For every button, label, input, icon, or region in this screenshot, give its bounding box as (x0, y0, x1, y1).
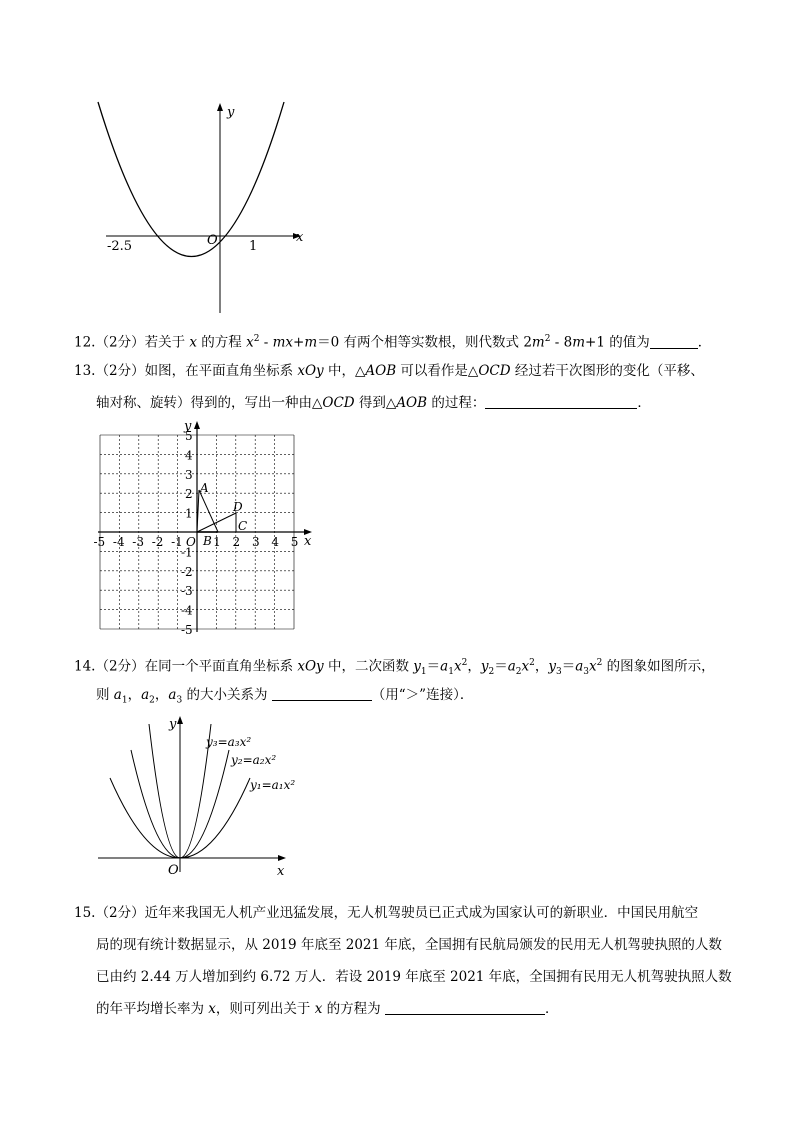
question-14-line-1 (74, 654, 715, 681)
q14-eq: ＝ (426, 658, 441, 675)
y-tick-label: 3 (185, 467, 193, 482)
q12-text: 的方程 (197, 334, 247, 351)
q12-eq-sup: 2 (253, 334, 260, 344)
parabola-figure (96, 98, 311, 316)
answer-blank[interactable] (485, 395, 637, 409)
question-15-line-2 (96, 936, 722, 954)
q14-text: 在同一个平面直角坐标系 (144, 658, 298, 675)
q14-coef: a (168, 687, 177, 703)
q14-coef: a (440, 658, 449, 675)
q15-text: 局的现有统计数据显示，从 2019 年底至 2021 年底，全国拥有民航局颁发的民用无人机驾驶执照的人数 (96, 937, 722, 953)
x-tick-label: -3 (132, 535, 145, 549)
q13-text: 中，△ (323, 363, 366, 379)
q12-eq: - (259, 334, 273, 351)
q15-var: x (208, 1001, 216, 1017)
y-tick-label: -3 (181, 584, 193, 599)
q14-sub: 1 (420, 667, 427, 678)
q14-text: （用“＞”连接）． (371, 687, 474, 703)
question-number: 14. (74, 658, 96, 675)
q14-coef: a (113, 687, 122, 703)
q14-eq: ＝ (494, 658, 508, 675)
x-tick-label: 1 (213, 535, 221, 549)
y-tick-label: 1 (185, 506, 193, 521)
x-tick-label: -1 (171, 535, 183, 549)
q14-coef: a (575, 658, 584, 675)
q12-eq-x: x (246, 334, 254, 351)
y-axis-label: y (227, 105, 235, 120)
parabolas-figure (94, 712, 309, 882)
point-a-label: A (200, 481, 209, 495)
q15-var: x (314, 1001, 323, 1017)
q14-var: x (521, 658, 530, 675)
parabola-curve (98, 102, 284, 257)
q14-sub: 3 (555, 667, 562, 678)
q14-sub: 2 (149, 695, 155, 706)
q14-text: 的大小关系为 (182, 687, 272, 703)
q13-text: 得到△ (354, 395, 397, 411)
q15-end: ． (544, 1001, 559, 1017)
curve-y3-label: y₃=a₃x² (206, 735, 252, 749)
curve-y2-label: y₂=a₂x² (231, 753, 277, 767)
x-axis-label: x (304, 534, 312, 549)
curve-y1-label: y₁=a₁x² (250, 778, 296, 792)
q14-comma: ， (534, 658, 549, 675)
origin-label: O (168, 863, 179, 878)
question-15-line-1 (74, 904, 698, 922)
q15-text: 的方程为 (322, 1001, 385, 1017)
y-tick-label: -1 (181, 545, 193, 560)
y-tick-label: -5 (181, 623, 193, 637)
x-tick-label: 2 (232, 535, 241, 549)
q14-sub: 3 (176, 695, 183, 706)
question-score: （2分） (95, 334, 145, 351)
y-tick-label: 2 (185, 487, 193, 502)
q12-end: ． (697, 334, 712, 351)
origin-label: O (186, 535, 196, 549)
y-axis-label: y (169, 717, 177, 732)
q13-text: 如图，在平面直角坐标系 (144, 363, 298, 379)
q14-coord: xOy (297, 658, 324, 675)
q12-expr: +1 的值为 (585, 334, 650, 351)
q13-aob: AOB (365, 363, 397, 379)
answer-blank[interactable] (385, 1001, 545, 1015)
q14-func-3: y (548, 658, 556, 675)
question-15-line-4 (96, 1000, 558, 1018)
q13-end: ． (637, 395, 651, 411)
q12-eq: ＝0 有两个相等实数根，则代数式 2 (317, 334, 532, 351)
q14-sup: 2 (461, 658, 468, 668)
q14-coef: a (141, 687, 150, 703)
q15-text: 的年平均增长率为 (96, 1001, 209, 1017)
tick-label-pos: 1 (249, 239, 258, 254)
y-tick-label: 4 (185, 448, 193, 463)
q14-text: 则 (96, 687, 114, 703)
q14-comma: ， (467, 658, 481, 675)
question-score: （2分） (95, 363, 145, 379)
x-tick-label: -5 (93, 535, 106, 549)
y-axis-arrow (194, 421, 200, 429)
answer-blank[interactable] (272, 687, 372, 701)
q15-text: 已由约 2.44 万人增加到约 6.72 万人．若设 2019 年底至 2021 年底，全国拥有民用无人机驾驶执照人数 (96, 969, 732, 985)
q12-expr-m: m (572, 334, 586, 351)
q12-expr-m: m (531, 334, 545, 351)
y-tick-label: 5 (185, 429, 193, 443)
q12-text: 若关于 (144, 334, 190, 351)
q13-text: 可以看作是△ (396, 363, 479, 379)
q14-sup: 2 (596, 658, 603, 668)
point-b-label: B (203, 534, 212, 548)
origin-label: O (207, 233, 218, 248)
q14-text: 中，二次函数 (323, 658, 414, 675)
q14-sub: 1 (121, 695, 128, 706)
question-15-line-3 (96, 968, 732, 986)
q14-func-2: y (480, 658, 489, 675)
point-d-label: D (233, 500, 243, 514)
question-number: 15. (74, 905, 96, 921)
x-axis-arrow (278, 855, 286, 861)
q14-coef: a (507, 658, 516, 675)
q12-eq-m: m (304, 334, 318, 351)
q14-sup: 2 (529, 658, 535, 668)
q12-expr: - 8 (550, 334, 573, 351)
q14-sub: 3 (583, 667, 590, 678)
x-tick-label: 5 (290, 535, 299, 549)
x-tick-label: -2 (151, 535, 164, 549)
y-axis-arrow (177, 716, 183, 724)
y-tick-label: -4 (181, 603, 193, 618)
x-tick-label: 3 (251, 535, 260, 549)
segment-ab (199, 490, 218, 532)
answer-blank[interactable] (650, 335, 698, 349)
q13-text: 经过若干次图形的变化（平移、 (510, 363, 704, 379)
q14-sub: 2 (515, 667, 522, 678)
q12-expr-sup: 2 (544, 334, 551, 344)
q14-sub: 1 (448, 667, 454, 678)
q14-var: x (589, 658, 597, 675)
q14-comma: ， (154, 687, 169, 703)
q12-eq: + (293, 334, 305, 351)
q13-aob: AOB (396, 395, 428, 411)
question-number: 13. (74, 363, 96, 379)
x-axis-label: x (277, 864, 285, 879)
question-number: 12. (74, 334, 96, 351)
y-axis-arrow (217, 103, 223, 111)
q13-ocd: OCD (322, 395, 355, 411)
x-axis-label: x (296, 230, 304, 245)
q14-func-1: y (413, 658, 421, 675)
point-c-label: C (238, 519, 248, 533)
x-tick-label: 4 (271, 535, 279, 549)
y-axis-label: y (184, 419, 192, 434)
q15-text: ，则可列出关于 (215, 1001, 315, 1017)
question-score: （2分） (95, 905, 145, 921)
question-14-line-2 (96, 686, 473, 710)
q13-text: 轴对称、旋转）得到的，写出一种由△ (96, 395, 323, 411)
q14-comma: ， (127, 687, 142, 703)
tick-label-neg: -2.5 (107, 239, 133, 254)
q14-text: 的图象如图所示， (602, 658, 715, 675)
q12-eq-mx: mx (272, 334, 294, 351)
x-tick-label: -4 (112, 535, 125, 549)
q14-var: x (453, 658, 462, 675)
question-13-line-2 (96, 394, 651, 412)
question-12 (74, 330, 711, 352)
q15-text: 近年来我国无人机产业迅猛发展，无人机驾驶员已正式成为国家认可的新职业．中国民用航空 (144, 905, 699, 921)
y-tick-label: -2 (181, 564, 193, 579)
coordinate-grid-figure (90, 418, 322, 638)
q14-sub: 2 (488, 667, 495, 678)
question-score: （2分） (95, 658, 145, 675)
q12-var: x (189, 334, 197, 351)
q13-coord: xOy (297, 363, 324, 379)
question-13-line-1 (74, 362, 704, 380)
q13-ocd: OCD (478, 363, 511, 379)
q13-text: 的过程： (427, 395, 486, 411)
q14-eq: ＝ (561, 658, 576, 675)
